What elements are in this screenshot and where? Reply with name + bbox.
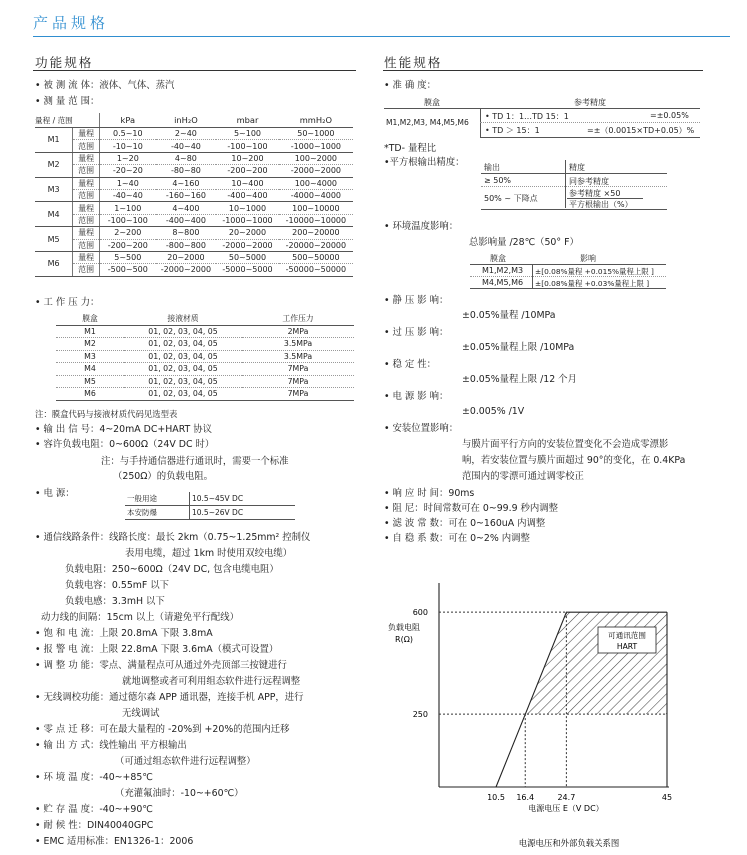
pressure-cell: 01, 02, 03, 04, 05 (124, 388, 242, 401)
range-table-row (35, 251, 353, 263)
acc-row-rule (480, 122, 700, 123)
span-label: 量程 (73, 202, 100, 214)
envtemp-rule2 (470, 276, 666, 277)
sqrt-bottom-rule (481, 209, 667, 210)
load-label: 容许负载电阻 (43, 439, 100, 450)
zero-value: 可在最大量程的 -20%到 +20%的范围内迁移 (99, 724, 290, 735)
range-cell: -500~500 (100, 264, 156, 276)
range-table (35, 113, 353, 277)
env-value1: -40~+85℃ (99, 772, 153, 783)
span-cell: 200~20000 (279, 227, 353, 239)
load-row: • 容许负载电阻：0~600Ω（24V DC 时） (35, 439, 215, 450)
span-label: 量程 (73, 227, 100, 239)
sqrt-rule2 (481, 186, 667, 187)
range-label-cell: 范围 (73, 214, 100, 226)
filter-row: • 滤 波 常 数：可在 0~160uA 内调整 (384, 518, 546, 529)
pressure-cell: 01, 02, 03, 04, 05 (124, 363, 242, 376)
sat-value: 上限 20.8mA 下限 3.8mA (99, 628, 213, 639)
pressure-cell: M1 (56, 325, 124, 338)
pressure-table-row (56, 388, 354, 401)
outmode-row: • 输 出 方 式：线性输出 平方根输出 (35, 740, 187, 751)
span-label: 量程 (73, 177, 100, 189)
range-label-cell: 范围 (73, 239, 100, 251)
range-label-cell: 范围 (73, 165, 100, 177)
span-cell: 4~160 (156, 177, 217, 189)
psu-value: ±0.005% /1V (462, 406, 525, 417)
envtemp-rule3 (470, 288, 666, 289)
spacing-value: 15cm 以上（请避免平行配线） (106, 612, 239, 623)
psu-row: • 电 源 影 响： (384, 391, 449, 402)
pressure-cell: M5 (56, 375, 124, 388)
sqrt-h-acc: 精度 (569, 163, 585, 172)
span-label: 量程 (73, 152, 100, 164)
envtemp-r2-capsule: M4,M5,M6 (482, 278, 524, 287)
sqrt-r2b-num: 参考精度 ×50 (569, 189, 621, 198)
function-spec-heading: 功能规格 (35, 55, 94, 70)
load-voltage-chart (384, 570, 714, 852)
resp-label: 响 应 时 间 (392, 488, 439, 499)
output-row: • 输 出 信 号：4~20mA DC+HART 协议 (35, 424, 213, 435)
range-cell: -200~200 (216, 165, 278, 177)
mount-value2: 响，若安装位置与膜片面超过 90°的变化，在 0.4KPa (462, 455, 686, 466)
span-cell: 1~40 (100, 177, 156, 189)
pressure-table-row (56, 375, 354, 388)
capsule-name: M3 (35, 177, 73, 202)
mount-value1: 与膜片面平行方向的安装位置变化不会造成零漂影 (462, 439, 669, 450)
auto-value: 可在 0~2% 内调整 (448, 533, 530, 544)
range-row: • 测 量 范 围： (35, 96, 100, 107)
range-label-cell: 范围 (73, 140, 100, 152)
sqrt-r2a: 50% ~ 下降点 (484, 194, 538, 203)
stab-row: • 稳 定 性： (384, 359, 436, 370)
dur-label: 耐 候 性 (43, 820, 78, 831)
pressure-cell: 01, 02, 03, 04, 05 (124, 325, 242, 338)
acc-h-capsule: 膜盒 (424, 98, 440, 107)
span-cell: 5~500 (100, 251, 156, 263)
sqrt-table (481, 160, 667, 212)
capsule-name: M2 (35, 152, 73, 177)
sqrt-rule1 (481, 173, 667, 174)
power-table (125, 492, 295, 520)
over-value: ±0.05%量程上限 /10MPa (462, 342, 575, 353)
load-note1: 注：与手持通信器进行通讯时，需要一个标准 (101, 456, 289, 467)
range-label-cell: 范围 (73, 189, 100, 201)
range-table-row (35, 264, 353, 276)
pressure-cell: 7MPa (242, 363, 354, 376)
pressure-label: 工 作 压 力 (43, 297, 90, 308)
range-cell: -80~80 (156, 165, 217, 177)
note: 注：膜盒代码与接液材质代码见选型表 (35, 409, 178, 419)
static-value: ±0.05%量程 /10MPa (462, 310, 556, 321)
range-cell: -100~100 (100, 214, 156, 226)
span-label: 量程 (73, 251, 100, 263)
acc-capsule: M1,M2,M3, M4,M5,M6 (386, 118, 469, 127)
storage-label: 贮 存 温 度 (43, 804, 90, 815)
x-tick-label: 24.7 (557, 793, 576, 802)
acc-r1-val: =±0.05% (650, 111, 689, 120)
y-tick-label: 600 (412, 608, 428, 618)
pressure-h-capsule: 膜盒 (56, 313, 124, 325)
over-row: • 过 压 影 响： (384, 327, 449, 338)
performance-spec-rule (383, 70, 703, 71)
acc-r2-cond: TD ＞ 15：1 (492, 126, 540, 135)
acc-r1-cond: TD 1：1…TD 15：1 (492, 112, 569, 121)
power-general-label: 一般用途 (125, 492, 190, 506)
load-l-value: 3.3mH 以下 (111, 596, 165, 607)
x-tick-label: 45 (661, 793, 673, 802)
hart-label-2: HART (616, 642, 638, 651)
power-is-value: 10.5~26V DC (192, 508, 244, 517)
pressure-cell: 7MPa (242, 375, 354, 388)
env-row: • 环 境 温 度：-40~+85℃ (35, 772, 153, 783)
alarm-row: • 报 警 电 流：上限 22.8mA 下限 3.6mA（模式可设置） (35, 644, 279, 655)
span-cell: 4~80 (156, 152, 217, 164)
span-cell: 1~100 (100, 202, 156, 214)
pressure-h-material: 接液材质 (124, 313, 242, 325)
pressure-cell: 3.5MPa (242, 338, 354, 351)
span-cell: 100~10000 (279, 202, 353, 214)
mount-value3: 范围内的零漂可通过调零校正 (462, 471, 584, 482)
pressure-cell: 01, 02, 03, 04, 05 (124, 338, 242, 351)
outmode-label: 输 出 方 式 (43, 740, 90, 751)
pressure-cell: M6 (56, 388, 124, 401)
header-rule (33, 36, 730, 37)
range-label-cell: 范围 (73, 264, 100, 276)
range-cell: -4000~4000 (279, 189, 353, 201)
span-cell: 10~200 (216, 152, 278, 164)
envtemp-table (470, 253, 666, 293)
env-label: 环 境 温 度 (43, 772, 90, 783)
span-cell: 50~1000 (279, 128, 353, 140)
outmode-value2: （可通过组态软件进行远程调整） (115, 756, 256, 767)
sat-row: • 饱 和 电 流：上限 20.8mA 下限 3.8mA (35, 628, 213, 639)
static-label: 静 压 影 响 (392, 295, 439, 306)
sqrt-h-out: 输出 (484, 163, 500, 172)
capsule-name: M6 (35, 251, 73, 276)
span-cell: 100~2000 (279, 152, 353, 164)
load-r-value: 250~600Ω（24V DC, 包含电缆电阻） (111, 564, 279, 575)
envtemp-sub: 总影响量 /28℃（50° F） (469, 237, 579, 248)
x-tick-label: 10.5 (487, 793, 505, 802)
span-cell: 100~4000 (279, 177, 353, 189)
span-cell: 500~50000 (279, 251, 353, 263)
psu-label: 电 源 影 响 (392, 391, 439, 402)
span-cell: 2~40 (156, 128, 217, 140)
span-cell: 20~2000 (216, 227, 278, 239)
wireless-value1: 通过德尔森 APP 通讯器，连接手机 APP，进行 (109, 692, 304, 703)
sqrt-row: •平方根输出精度： (384, 157, 465, 168)
mount-row: • 安装位置影响： (384, 423, 459, 434)
accuracy-table (384, 96, 700, 140)
pressure-cell: 7MPa (242, 388, 354, 401)
pressure-cell: 01, 02, 03, 04, 05 (124, 350, 242, 363)
pressure-row: • 工 作 压 力： (35, 297, 100, 308)
chart-xlabel: 电源电压 E（V DC） (528, 804, 604, 813)
range-cell: -1000~1000 (279, 140, 353, 152)
range-cell: -10000~10000 (279, 214, 353, 226)
sqrt-r2b-den: 平方根输出（%） (569, 200, 633, 209)
load-c-row: 负载电容：0.55mF 以下 (65, 580, 170, 591)
fluid-row: • 被 测 流 体：液体、气体、蒸汽 (35, 80, 175, 91)
wireless-label: 无线调校功能 (43, 692, 100, 703)
accuracy-row: • 准 确 度： (384, 80, 436, 91)
resp-value: 90ms (448, 488, 475, 499)
range-table-row (35, 177, 353, 189)
range-cell: -40~40 (156, 140, 217, 152)
range-cell: -50000~50000 (279, 264, 353, 276)
range-cell: -2000~2000 (156, 264, 217, 276)
adj-label: 调 整 功 能 (43, 660, 90, 671)
sat-label: 饱 和 电 流 (43, 628, 90, 639)
acc-bottom-rule (480, 137, 700, 138)
span-cell: 1~20 (100, 152, 156, 164)
acc-header-rule (384, 108, 700, 109)
range-label: 测 量 范 围 (43, 96, 90, 107)
env-value2: （充灌氟油时：-10~+60℃） (115, 788, 244, 799)
spacing-row: 动力线的间隔：15cm 以上（请避免平行配线） (41, 612, 239, 623)
comm-label: 通信线路条件 (43, 532, 100, 543)
storage-row: • 贮 存 温 度：-40~+90℃ (35, 804, 153, 815)
damp-row: • 阻 尼：时间常数可在 0~99.9 秒内调整 (384, 503, 559, 514)
pressure-cell: 2MPa (242, 325, 354, 338)
range-cell: -800~800 (156, 239, 217, 251)
range-table-row (35, 202, 353, 214)
emc-value: EN1326-1：2006 (113, 836, 194, 847)
range-table-row (35, 140, 353, 152)
range-table-row (35, 214, 353, 226)
function-spec-rule (33, 70, 356, 71)
power-is-label: 本安防爆 (125, 506, 190, 520)
envtemp-row: • 环境温度影响： (384, 221, 459, 232)
envtemp-r1-capsule: M1,M2,M3 (482, 266, 524, 275)
span-cell: 50~5000 (216, 251, 278, 263)
capsule-name: M4 (35, 202, 73, 227)
pressure-table-header (56, 313, 354, 325)
capsule-name: M1 (35, 128, 73, 153)
envtemp-r1-effect: ±[0.08%量程 +0.015%量程上限 ] (535, 267, 654, 276)
pressure-h-pressure: 工作压力 (242, 313, 354, 325)
pressure-cell: M4 (56, 363, 124, 376)
pressure-table-row (56, 363, 354, 376)
sqrt-col-rule (565, 160, 566, 208)
envtemp-h-effect: 影响 (580, 254, 596, 263)
performance-spec-heading: 性能规格 (384, 55, 443, 70)
zero-label: 零 点 迁 移 (43, 724, 90, 735)
pressure-cell: M3 (56, 350, 124, 363)
outmode-value1: 线性输出 平方根输出 (99, 740, 187, 751)
fluid-label: 被 测 流 体 (43, 80, 90, 91)
span-cell: 0.5~10 (100, 128, 156, 140)
damp-label: 阻 尼 (392, 503, 415, 514)
x-tick-label: 16.4 (516, 793, 535, 802)
alarm-value: 上限 22.8mA 下限 3.6mA（模式可设置） (99, 644, 279, 655)
range-cell: -5000~5000 (216, 264, 278, 276)
power-general-value: 10.5~45V DC (192, 494, 244, 503)
envtemp-rule1 (470, 264, 666, 265)
range-cell: -400~400 (216, 189, 278, 201)
range-cell: -2000~2000 (279, 165, 353, 177)
sqrt-r1a: ≥ 50% (484, 176, 512, 185)
range-cell: -160~160 (156, 189, 217, 201)
auto-label: 自 稳 系 数 (392, 533, 439, 544)
load-note2: （250Ω）的负载电阻。 (113, 471, 214, 482)
load-value: 0~600Ω（24V DC 时） (109, 439, 215, 450)
sqrt-r1b: 同参考精度 (569, 177, 609, 186)
spacing-label: 动力线的间隔 (41, 612, 98, 623)
accuracy-label: 准 确 度 (392, 80, 427, 91)
adj-value1: 零点、满量程点可从通过外壳顶部三按键进行 (99, 660, 287, 671)
wireless-value2: 无线调试 (122, 708, 160, 719)
acc-h-ref: 参考精度 (574, 98, 606, 107)
adj-row: • 调 整 功 能：零点、满量程点可从通过外壳顶部三按键进行 (35, 660, 287, 671)
chart-ylabel: 负载电阻 (388, 623, 420, 632)
y-tick-label: 250 (412, 710, 428, 720)
over-label: 过 压 影 响 (392, 327, 439, 338)
range-table-row (35, 239, 353, 251)
resp-row: • 响 应 时 间：90ms (384, 488, 475, 499)
storage-value: -40~+90℃ (99, 804, 153, 815)
pressure-table-row (56, 338, 354, 351)
range-cell: -200~200 (100, 239, 156, 251)
range-table-row (35, 128, 353, 140)
span-cell: 2~200 (100, 227, 156, 239)
output-value: 4~20mA DC+HART 协议 (99, 424, 213, 435)
range-table-corner: 量程 / 范围 (35, 113, 73, 128)
zero-row: • 零 点 迁 移：可在最大量程的 -20%到 +20%的范围内迁移 (35, 724, 290, 735)
range-cell: -1000~1000 (216, 214, 278, 226)
dur-value: DIN40040GPC (87, 820, 154, 831)
damp-value: 时间常数可在 0~99.9 秒内调整 (423, 503, 559, 514)
alarm-label: 报 警 电 流 (43, 644, 90, 655)
range-cell: -100~100 (216, 140, 278, 152)
col-kpa: kPa (100, 113, 156, 128)
span-cell: 8~800 (156, 227, 217, 239)
capsule-name: M5 (35, 227, 73, 252)
range-cell: -400~400 (156, 214, 217, 226)
page-title: 产品规格 (33, 14, 110, 32)
span-cell: 4~400 (156, 202, 217, 214)
fluid-value: 液体、气体、蒸汽 (99, 80, 175, 91)
range-table-row (35, 152, 353, 164)
pressure-table-row (56, 325, 354, 338)
span-cell: 5~100 (216, 128, 278, 140)
wireless-row: • 无线调校功能：通过德尔森 APP 通讯器，连接手机 APP，进行 (35, 692, 304, 703)
dur-row: • 耐 候 性：DIN40040GPC (35, 820, 154, 831)
emc-label: EMC 适用标准 (43, 836, 105, 847)
td-note: *TD- 量程比 (384, 143, 437, 154)
load-l-row: 负载电感：3.3mH 以下 (65, 596, 165, 607)
range-table-row (35, 189, 353, 201)
stab-label: 稳 定 性 (392, 359, 427, 370)
envtemp-label: 环境温度影响 (392, 221, 449, 232)
envtemp-h-capsule: 膜盒 (490, 254, 506, 263)
filter-label: 滤 波 常 数 (392, 518, 439, 529)
range-table-row (35, 227, 353, 239)
power-row: • 电 源： (35, 488, 75, 499)
hart-label-1: 可通讯范围 (608, 631, 646, 640)
envtemp-r2-effect: ±[0.08%量程 +0.03%量程上限 ] (535, 279, 650, 288)
span-cell: 20~2000 (156, 251, 217, 263)
acc-r2-val: =±（0.0015×TD+0.05）% (587, 126, 695, 135)
col-mbar: mbar (216, 113, 278, 128)
span-cell: 10~1000 (216, 202, 278, 214)
load-r-row: 负载电阻：250~600Ω（24V DC, 包含电缆电阻） (65, 564, 279, 575)
pressure-cell: M2 (56, 338, 124, 351)
filter-value: 可在 0~160uA 内调整 (448, 518, 546, 529)
range-cell: -20000~20000 (279, 239, 353, 251)
load-c-label: 负载电容 (65, 580, 103, 591)
chart-ylabel-unit: R(Ω) (395, 635, 413, 644)
range-cell: -2000~2000 (216, 239, 278, 251)
chart-title: 电源电压和外部负载关系图 (518, 838, 620, 848)
auto-row: • 自 稳 系 数：可在 0~2% 内调整 (384, 533, 530, 544)
acc-r2: • TD ＞ 15：1 (485, 126, 540, 135)
emc-row: • EMC 适用标准：EN1326-1：2006 (35, 836, 194, 847)
range-table-row (35, 165, 353, 177)
comm-value2: 表用电缆，超过 1km 时使用双绞电缆） (125, 548, 293, 559)
power-label: 电 源 (43, 488, 66, 499)
static-row: • 静 压 影 响： (384, 295, 449, 306)
acc-col-rule (480, 109, 481, 137)
sqrt-label: 平方根输出精度 (389, 157, 456, 168)
load-c-value: 0.55mF 以下 (111, 580, 170, 591)
span-label: 量程 (73, 128, 100, 140)
pressure-cell: 3.5MPa (242, 350, 354, 363)
pressure-table-row (56, 350, 354, 363)
range-cell: -40~40 (100, 189, 156, 201)
load-l-label: 负载电感 (65, 596, 103, 607)
mount-label: 安装位置影响 (392, 423, 449, 434)
range-table-header (35, 113, 353, 128)
stab-value: ±0.05%量程上限 /12 个月 (462, 374, 577, 385)
range-cell: -10~10 (100, 140, 156, 152)
comm-row: • 通信线路条件：线路长度：最长 2km（0.75~1.25mm² 控制仪 (35, 532, 311, 543)
adj-value2: 就地调整或者可利用组态软件进行远程调整 (122, 676, 301, 687)
span-cell: 10~400 (216, 177, 278, 189)
output-label: 输 出 信 号 (43, 424, 90, 435)
pressure-table (56, 313, 354, 401)
load-r-label: 负载电阻 (65, 564, 103, 575)
comm-value1: 线路长度：最长 2km（0.75~1.25mm² 控制仪 (109, 532, 311, 543)
acc-r1: • TD 1：1…TD 15：1 (485, 112, 569, 121)
pressure-cell: 01, 02, 03, 04, 05 (124, 375, 242, 388)
col-mmh2o: mmH₂O (279, 113, 353, 128)
range-cell: -20~20 (100, 165, 156, 177)
col-inh2o: inH₂O (156, 113, 217, 128)
